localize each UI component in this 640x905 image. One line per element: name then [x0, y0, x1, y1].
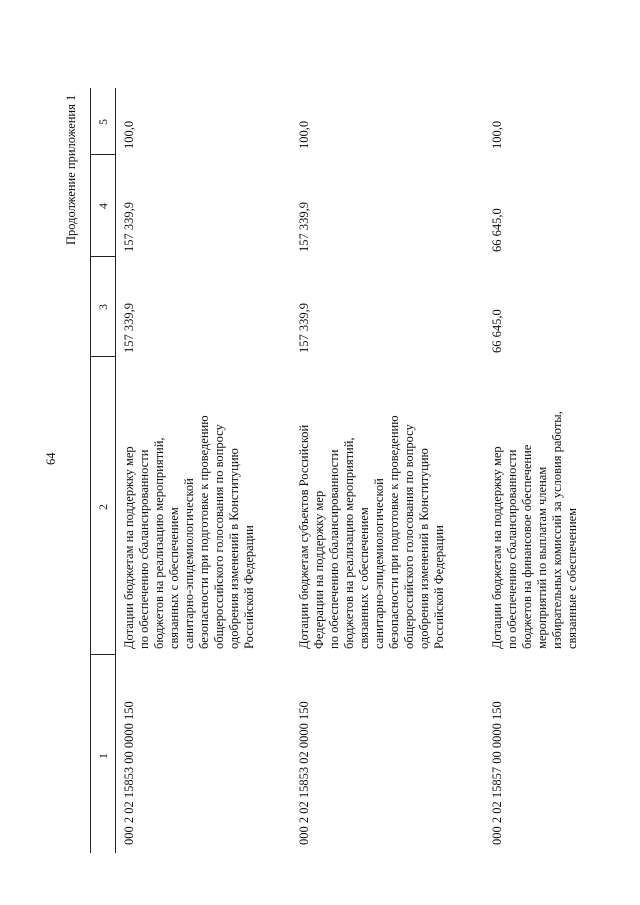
row-name-line: бюджетов на финансовое обеспечение: [520, 444, 534, 649]
row-name-line: санитарно-эпидемиологической: [182, 478, 196, 649]
row-name-line: Дотации бюджетам на поддержку мер: [122, 446, 136, 649]
row-col4-value: 66 645,0: [490, 208, 504, 252]
row-name-line: Российской Федерации: [432, 525, 446, 649]
row-name-line: безопасности при подготовке к проведению: [387, 415, 401, 649]
row-name-line: Дотации бюджетам на поддержку мер: [490, 446, 504, 649]
page-number: 64: [44, 452, 58, 465]
row-code: 000 2 02 15853 02 0000 150: [297, 701, 311, 845]
row-name-line: общероссийского голосования по вопросу: [212, 424, 226, 649]
column-number: 5: [96, 119, 110, 125]
row-code: 000 2 02 15853 00 0000 150: [122, 701, 136, 845]
column-number: 4: [96, 203, 110, 209]
row-name-line: связанные с обеспечением: [565, 507, 579, 649]
row-name-line: одобрения изменений в Конституцию: [417, 448, 431, 649]
row-name-line: Федерации на поддержку мер: [312, 490, 326, 649]
row-name-line: Дотации бюджетам субъектов Российской: [297, 424, 311, 649]
row-col3-value: 157 339,9: [122, 303, 136, 353]
row-name-line: по обеспечению сбалансированности: [327, 449, 341, 649]
row-name-line: бюджетов на реализацию мероприятий,: [152, 437, 166, 649]
row-col5-value: 100,0: [490, 120, 504, 149]
row-col4-value: 157 339,9: [122, 202, 136, 252]
row-name: [490, 411, 580, 649]
row-col5-value: 100,0: [297, 120, 311, 149]
row-name-line: Российской Федерации: [242, 525, 256, 649]
column-divider: [90, 154, 115, 155]
column-divider: [90, 654, 115, 655]
table-header-rule: [115, 88, 116, 853]
row-name: [122, 415, 257, 649]
column-number: 3: [96, 304, 110, 310]
row-name-line: безопасности при подготовке к проведению: [197, 415, 211, 649]
continuation-title: Продолжение приложения 1: [64, 94, 78, 245]
row-name-line: одобрения изменений в Конституцию: [227, 448, 241, 649]
row-name-line: связанных с обеспечением: [357, 507, 371, 649]
column-divider: [90, 256, 115, 257]
column-divider: [90, 356, 115, 357]
row-col4-value: 157 339,9: [297, 202, 311, 252]
table-top-rule: [90, 88, 91, 853]
row-name: [297, 415, 447, 649]
row-name-line: мероприятий по выплатам членам: [535, 466, 549, 649]
row-col5-value: 100,0: [122, 120, 136, 149]
row-name-line: общероссийского голосования по вопросу: [402, 424, 416, 649]
row-name-line: избирательных комиссий за условия работы,: [550, 411, 564, 649]
row-col3-value: 157 339,9: [297, 303, 311, 353]
row-name-line: по обеспечению сбалансированности: [137, 449, 151, 649]
row-name-line: связанных с обеспечением: [167, 507, 181, 649]
column-number: 1: [96, 753, 110, 759]
column-number: 2: [96, 504, 110, 510]
row-name-line: санитарно-эпидемиологической: [372, 478, 386, 649]
row-name-line: по обеспечению сбалансированности: [505, 449, 519, 649]
row-code: 000 2 02 15857 00 0000 150: [490, 701, 504, 845]
row-col3-value: 66 645,0: [490, 309, 504, 353]
row-name-line: бюджетов на реализацию мероприятий,: [342, 437, 356, 649]
